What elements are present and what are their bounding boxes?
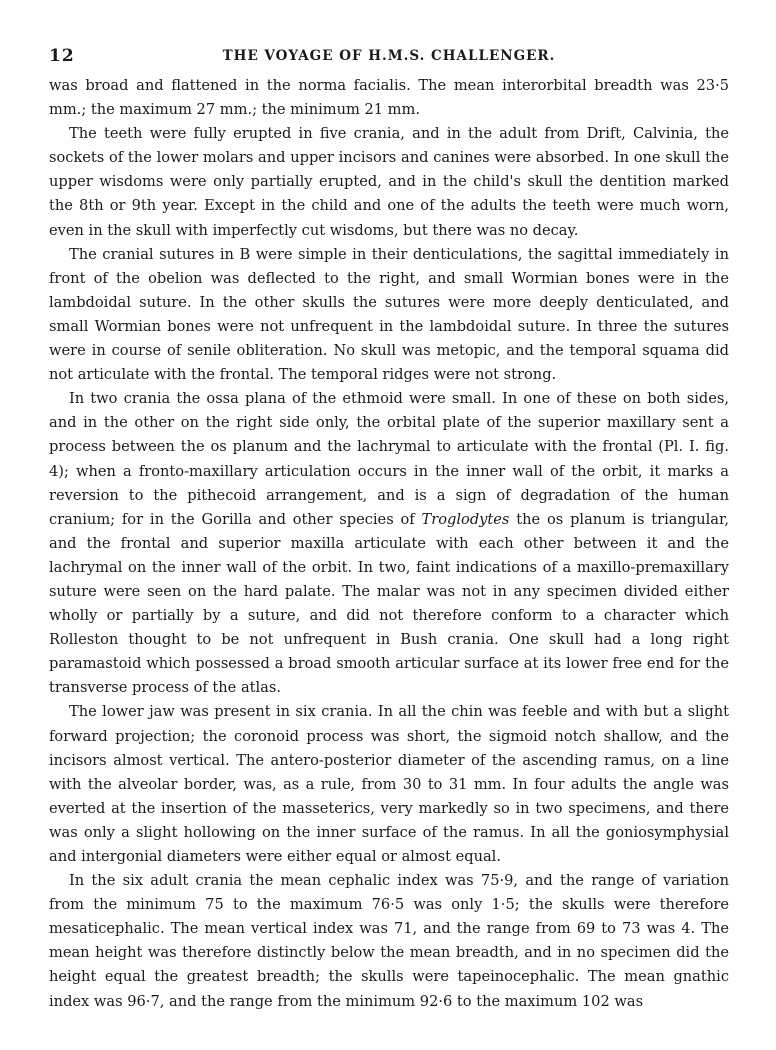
running-header — [49, 44, 729, 70]
paragraph-ethmoid-text-start: In two crania the ossa plana of the ethmoid were small. In one of these on both sides, and in the other on the right side only, the orbital plate of the superior maxillary sent a process between the os planum and the lachrymal to articulate with the frontal (Pl. I. fig. 4); when a fronto-maxillary articulation occurs in the inner wall of the orbit, it marks a reversion to the pithecoid arrangement, and is a sign of degradation of the human cranium; for in the Gorilla and other species of — [49, 390, 729, 528]
genus-name-italic: Troglodytes — [421, 510, 510, 528]
body-text — [49, 74, 729, 1014]
document-page — [49, 44, 729, 1014]
paragraph-ethmoid-text-end: the os planum is triangular, and the frontal and superior maxilla articulate with each other between it and the lachrymal on the inner wall of the orbit. In two, faint indications of a maxillo-premaxillary suture were seen on the hard palate. The malar was not in any specimen divided either wholly or partially by a suture, and did not therefore conform to a character which Rolleston thought to be not unfrequent in Bush crania. One skull had a long right paramastoid which possessed a broad smooth articular surface at its lower free end for the transverse process of the atlas. — [49, 510, 729, 697]
paragraph-teeth: The teeth were fully erupted in five crania, and in the adult from Drift, Calvinia, the sockets of the lower molars and upper incisors and canines were absorbed. In one skull the upper wisdoms were only partially erupted, and in the child's skull the dentition marked the 8th or 9th year. Except in the child and one of the adults the teeth were much worn, even in the skull with imperfectly cut wisdoms, but there was no decay. — [49, 125, 729, 239]
paragraph-ethmoid-orbit — [49, 387, 729, 700]
paragraph-cranial-sutures: The cranial sutures in B were simple in their denticulations, the sagittal immediately in front of the obelion was deflected to the right, and small Wormian bones were in the lambdoidal suture. In the other skulls the sutures were more deeply denticulated, and small Wormian bones were not unfrequent in the lambdoidal suture. In three the sutures were in course of senile obliteration. No skull was metopic, and the temporal squama did not articulate with the frontal. The temporal ridges were not strong. — [49, 245, 729, 384]
running-title: THE VOYAGE OF H.M.S. CHALLENGER. — [222, 48, 556, 64]
paragraph-lower-jaw: The lower jaw was present in six crania. In all the chin was feeble and with but a slight forward projection; the coronoid process was short, the sigmoid notch shallow, and the incisors almost vertical. The antero-posterior diameter of the ascending ramus, on a line with the alveolar border, was, as a rule, from 30 to 31 mm. In four adults the angle was everted at the insertion of the masseterics, very markedly so in two specimens, and there was only a slight hollowing on the inner surface of the ramus. In all the goniosymphysial and intergonial diameters were either equal or almost equal. — [49, 703, 729, 865]
page-number: 12 — [49, 46, 75, 66]
paragraph-interorbital-breadth: was broad and flattened in the norma facialis. The mean interorbital breadth was 23·5 mm.; the maximum 27 mm.; the minimum 21 mm. — [49, 77, 729, 119]
paragraph-cranial-indices: In the six adult crania the mean cephalic index was 75·9, and the range of variation from the minimum 75 to the maximum 76·5 was only 1·5; the skulls were therefore mesaticephalic. The mean vertical index was 71, and the range from 69 to 73 was 4. The mean height was therefore distinctly below the mean breadth, and in no specimen did the height equal the greatest breadth; the skulls were tapeinocephalic. The mean gnathic index was 96·7, and the range from the minimum 92·6 to the maximum 102 was — [49, 872, 729, 1010]
